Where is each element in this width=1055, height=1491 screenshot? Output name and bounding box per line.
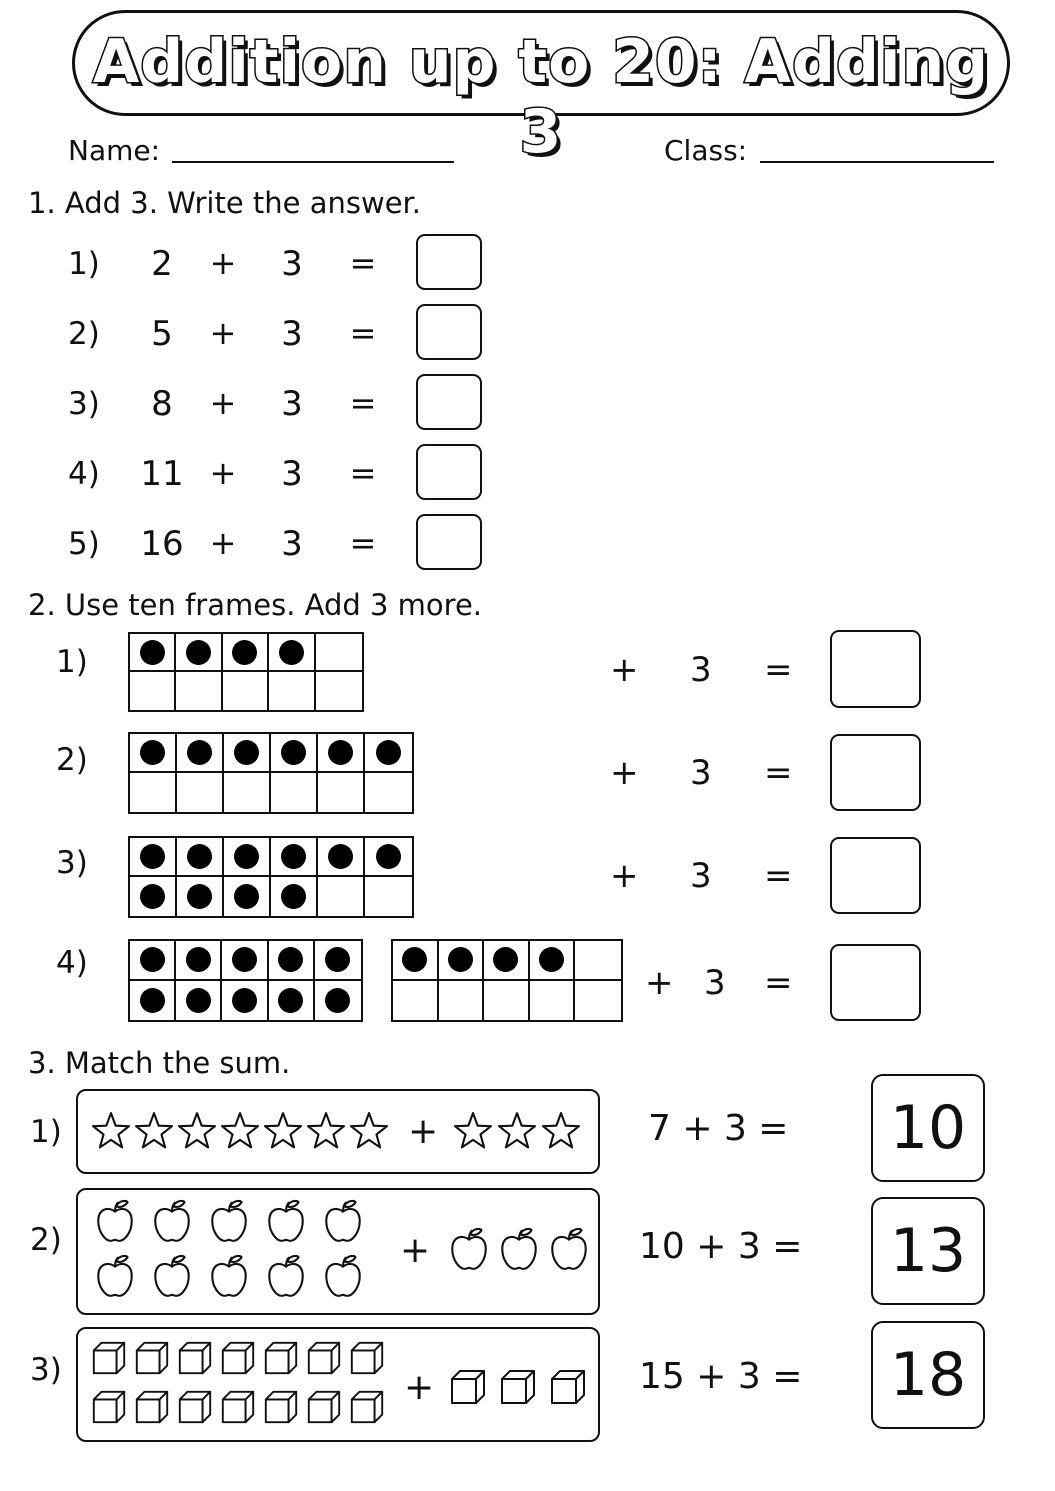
apple-icon: [92, 1198, 138, 1248]
counter-dot: [281, 844, 306, 869]
ten-frame: [391, 939, 623, 1022]
answer-box[interactable]: [830, 944, 921, 1021]
addend-b: 3: [690, 753, 712, 793]
star-icon: [305, 1110, 347, 1156]
star-icon: [262, 1110, 304, 1156]
picture-box: [76, 1327, 600, 1442]
cube-icon: [262, 1388, 300, 1430]
sum-card[interactable]: 10: [871, 1074, 985, 1182]
plus-sign: +: [610, 856, 639, 896]
answer-box[interactable]: [830, 837, 921, 914]
star-icon: [496, 1110, 538, 1156]
counter-dot: [278, 947, 303, 972]
plus-sign: +: [209, 314, 237, 352]
star-icon: [90, 1110, 132, 1156]
frame-cell: [575, 981, 621, 1021]
picture-box: [76, 1089, 600, 1174]
counter-dot: [140, 844, 165, 869]
frame-cell: [318, 734, 365, 773]
counter-dot: [402, 947, 427, 972]
counter-dot: [281, 884, 306, 909]
frame-cell: [271, 773, 318, 812]
cube-icon: [348, 1388, 386, 1430]
answer-box[interactable]: [416, 234, 482, 290]
frame-cell: [269, 981, 315, 1021]
problem-number: 1): [30, 1114, 62, 1150]
addend-b: 3: [281, 384, 303, 424]
frame-cell: [177, 773, 224, 812]
addend-b: 3: [281, 244, 303, 284]
addend-b: 3: [281, 314, 303, 354]
frame-cell: [439, 941, 485, 981]
counter-dot: [234, 844, 259, 869]
cube-icon: [133, 1339, 171, 1381]
counter-dot: [328, 740, 353, 765]
s1-problem: [0, 514, 520, 574]
frame-cell: [223, 634, 269, 672]
addend-a: 2: [151, 244, 173, 284]
ten-frame: [128, 939, 363, 1022]
sum-card[interactable]: 13: [871, 1197, 985, 1305]
problem-number: 2): [68, 316, 100, 352]
cube-icon: [90, 1388, 128, 1430]
frame-cell: [530, 981, 576, 1021]
frame-cell: [269, 941, 315, 981]
equals-sign: =: [764, 963, 793, 1003]
star-icon: [348, 1110, 390, 1156]
counter-dot: [376, 844, 401, 869]
frame-cell: [484, 981, 530, 1021]
plus-sign: +: [404, 1367, 435, 1408]
apple-icon: [446, 1226, 492, 1276]
apple-icon: [263, 1253, 309, 1303]
s1-problem: [0, 234, 520, 294]
equals-sign: =: [764, 650, 793, 690]
frame-cell: [393, 941, 439, 981]
star-icon: [133, 1110, 175, 1156]
counter-dot: [278, 988, 303, 1013]
problem-number: 5): [68, 526, 100, 562]
apple-icon: [206, 1198, 252, 1248]
frame-cell: [177, 877, 224, 916]
counter-dot: [186, 988, 211, 1013]
cube-icon: [133, 1388, 171, 1430]
counter-dot: [187, 740, 212, 765]
answer-box[interactable]: [416, 444, 482, 500]
frame-cell: [365, 734, 412, 773]
frame-cell: [130, 672, 176, 710]
counter-dot: [232, 947, 257, 972]
star-icon: [452, 1110, 494, 1156]
ten-frame: [128, 836, 414, 918]
s1-problem: [0, 374, 520, 434]
frame-cell: [177, 734, 224, 773]
frame-cell: [315, 981, 361, 1021]
cube-icon: [448, 1367, 488, 1411]
plus-sign: +: [209, 454, 237, 492]
frame-cell: [130, 877, 177, 916]
cube-icon: [219, 1339, 257, 1381]
s1-problem: [0, 304, 520, 364]
addend-b: 3: [690, 856, 712, 896]
addend-b: 3: [690, 650, 712, 690]
plus-sign: +: [209, 244, 237, 282]
plus-sign: +: [400, 1230, 431, 1271]
equation: 10 + 3 =: [639, 1226, 803, 1267]
equals-sign: =: [349, 244, 377, 282]
frame-cell: [130, 941, 176, 981]
cube-icon: [348, 1339, 386, 1381]
addend-b: 3: [281, 524, 303, 564]
counter-dot: [448, 947, 473, 972]
counter-dot: [539, 947, 564, 972]
addend-a: 16: [140, 524, 184, 564]
frame-cell: [130, 773, 177, 812]
frame-cell: [271, 877, 318, 916]
apple-icon: [496, 1226, 542, 1276]
star-icon: [176, 1110, 218, 1156]
sum-card[interactable]: 18: [871, 1321, 985, 1429]
counter-dot: [232, 988, 257, 1013]
problem-number: 1): [56, 644, 88, 680]
frame-cell: [393, 981, 439, 1021]
frame-cell: [575, 941, 621, 981]
section-3-heading: 3. Match the sum.: [28, 1046, 291, 1080]
frame-cell: [365, 773, 412, 812]
equals-sign: =: [764, 856, 793, 896]
cube-icon: [305, 1339, 343, 1381]
apple-icon: [320, 1198, 366, 1248]
addend-b: 3: [281, 454, 303, 494]
frame-cell: [176, 981, 222, 1021]
counter-dot: [325, 947, 350, 972]
apple-icon: [92, 1253, 138, 1303]
answer-box[interactable]: [830, 630, 921, 708]
equation: 15 + 3 =: [639, 1356, 803, 1397]
apple-icon: [263, 1198, 309, 1248]
counter-dot: [325, 988, 350, 1013]
frame-cell: [224, 877, 271, 916]
apple-icon: [206, 1253, 252, 1303]
section-2-heading: 2. Use ten frames. Add 3 more.: [28, 588, 483, 622]
frame-cell: [318, 838, 365, 877]
answer-box[interactable]: [830, 734, 921, 811]
equals-sign: =: [349, 384, 377, 422]
counter-dot: [140, 884, 165, 909]
star-icon: [219, 1110, 261, 1156]
frame-cell: [318, 773, 365, 812]
cube-icon: [219, 1388, 257, 1430]
frame-cell: [318, 877, 365, 916]
section-1-heading: 1. Add 3. Write the answer.: [28, 186, 422, 220]
plus-sign: +: [408, 1111, 439, 1152]
cube-icon: [90, 1339, 128, 1381]
plus-sign: +: [209, 384, 237, 422]
cube-icon: [548, 1367, 588, 1411]
apple-icon: [149, 1253, 195, 1303]
frame-cell: [269, 672, 315, 710]
counter-dot: [140, 740, 165, 765]
counter-dot: [187, 884, 212, 909]
frame-cell: [224, 838, 271, 877]
equation: 7 + 3 =: [648, 1108, 789, 1149]
cube-icon: [498, 1367, 538, 1411]
counter-dot: [232, 640, 257, 665]
class-label: Class:: [664, 134, 748, 167]
frame-cell: [176, 941, 222, 981]
frame-cell: [224, 773, 271, 812]
frame-cell: [484, 941, 530, 981]
frame-cell: [315, 941, 361, 981]
plus-sign: +: [645, 963, 674, 1003]
answer-box[interactable]: [416, 514, 482, 570]
frame-cell: [223, 672, 269, 710]
frame-cell: [177, 838, 224, 877]
problem-number: 2): [30, 1222, 62, 1258]
class-field[interactable]: [760, 161, 994, 163]
counter-dot: [376, 740, 401, 765]
star-icon: [540, 1110, 582, 1156]
problem-number: 4): [56, 945, 88, 981]
equals-sign: =: [349, 524, 377, 562]
frame-cell: [271, 838, 318, 877]
name-field[interactable]: [172, 161, 454, 163]
frame-cell: [316, 672, 362, 710]
s1-problem: [0, 444, 520, 504]
frame-cell: [530, 941, 576, 981]
apple-icon: [320, 1253, 366, 1303]
answer-box[interactable]: [416, 374, 482, 430]
counter-dot: [140, 988, 165, 1013]
addend-a: 11: [140, 454, 184, 494]
counter-dot: [186, 640, 211, 665]
problem-number: 3): [56, 845, 88, 881]
name-label: Name:: [68, 134, 161, 167]
cube-icon: [176, 1339, 214, 1381]
problem-number: 2): [56, 742, 88, 778]
frame-cell: [365, 877, 412, 916]
counter-dot: [493, 947, 518, 972]
frame-cell: [222, 981, 268, 1021]
cube-icon: [305, 1388, 343, 1430]
plus-sign: +: [610, 753, 639, 793]
equals-sign: =: [349, 314, 377, 352]
frame-cell: [130, 634, 176, 672]
frame-cell: [222, 941, 268, 981]
counter-dot: [234, 740, 259, 765]
picture-box: [76, 1188, 600, 1315]
cube-icon: [176, 1388, 214, 1430]
counter-dot: [328, 844, 353, 869]
counter-dot: [279, 640, 304, 665]
plus-sign: +: [209, 524, 237, 562]
problem-number: 3): [68, 386, 100, 422]
answer-box[interactable]: [416, 304, 482, 360]
problem-number: 1): [68, 246, 100, 282]
page-title: Addition up to 20: Adding 3: [92, 27, 990, 167]
ten-frame: [128, 632, 364, 712]
counter-dot: [234, 884, 259, 909]
cube-icon: [262, 1339, 300, 1381]
frame-cell: [269, 634, 315, 672]
counter-dot: [140, 640, 165, 665]
frame-cell: [130, 981, 176, 1021]
frame-cell: [130, 734, 177, 773]
apple-icon: [546, 1226, 592, 1276]
frame-cell: [130, 838, 177, 877]
counter-dot: [281, 740, 306, 765]
frame-cell: [271, 734, 318, 773]
problem-number: 3): [30, 1352, 62, 1388]
addend-a: 5: [151, 314, 173, 354]
frame-cell: [365, 838, 412, 877]
equals-sign: =: [764, 753, 793, 793]
counter-dot: [187, 844, 212, 869]
problem-number: 4): [68, 456, 100, 492]
ten-frame: [128, 732, 414, 814]
frame-cell: [316, 634, 362, 672]
addend-b: 3: [704, 963, 726, 1003]
frame-cell: [439, 981, 485, 1021]
counter-dot: [140, 947, 165, 972]
frame-cell: [176, 634, 222, 672]
frame-cell: [176, 672, 222, 710]
apple-icon: [149, 1198, 195, 1248]
frame-cell: [224, 734, 271, 773]
equals-sign: =: [349, 454, 377, 492]
plus-sign: +: [610, 650, 639, 690]
addend-a: 8: [151, 384, 173, 424]
counter-dot: [186, 947, 211, 972]
